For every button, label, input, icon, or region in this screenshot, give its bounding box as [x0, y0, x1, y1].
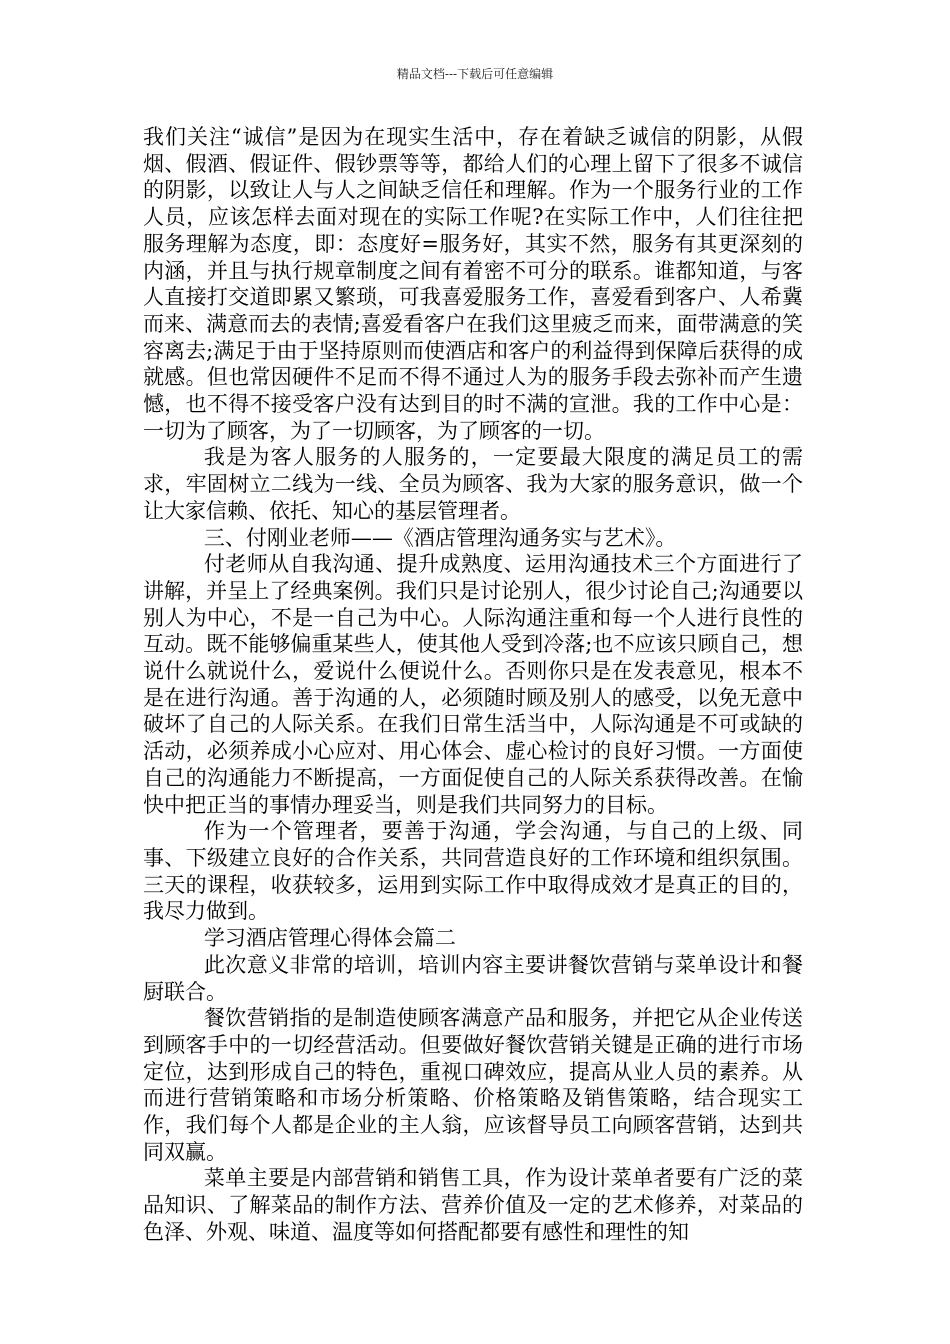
section-heading-communication: 三、付刚业老师——《酒店管理沟通务实与艺术》。: [203, 525, 677, 550]
paragraph-menu-design: 菜单主要是内部营销和销售工具，作为设计菜单者要有广泛的菜品知识、了解菜品的制作方法、营养价值及一定的艺术修养，对菜品的色泽、外观、味道、温度等如何搭配都要有感性和理性的知: [143, 1166, 803, 1244]
section-heading-part-two: 学习酒店管理心得体会篇二: [203, 926, 456, 951]
paragraph-serving-staff: 我是为客人服务的人服务的，一定要最大限度的满足员工的需求，牢固树立二线为一线、全员为顾客、我为大家的服务意识，做一个让大家信赖、依托、知心的基层管理者。: [143, 445, 803, 523]
document-body: [143, 124, 803, 1246]
paragraph-catering-marketing: 餐饮营销指的是制造使顾客满意产品和服务，并把它从企业传送到顾客手中的一切经营活动。但要做好餐饮营销关键是正确的进行市场定位，达到形成自己的特色，重视口碑效应，提高从业人员的素养。从而进行营销策略和市场分析策略、价格策略及销售策略，结合现实工作，我们每个人都是企业的主人翁，应该督导员工向顾客营销，达到共同双赢。: [143, 1006, 803, 1164]
paragraph-manager-communication: 作为一个管理者，要善于沟通，学会沟通，与自己的上级、同事、下级建立良好的合作关系，共同营造良好的工作环境和组织氛围。三天的课程，收获较多，运用到实际工作中取得成效才是真正的目的，我尽力做到。: [143, 819, 803, 924]
paragraph-communication-lecture: 付老师从自我沟通、提升成熟度、运用沟通技术三个方面进行了讲解，并呈上了经典案例。我们只是讨论别人，很少讨论自己;沟通要以别人为中心，不是一自己为中心。人际沟通注重和每一个人进行良性的互动。既不能够偏重某些人，使其他人受到冷落;也不应该只顾自己，想说什么就说什么，爱说什么便说什么。否则你只是在发表意见，根本不是在进行沟通。善于沟通的人，必须随时顾及别人的感受，以免无意中破坏了自己的人际关系。在我们日常生活当中，人际沟通是不可或缺的活动，必须养成小心应对、用心体会、虚心检讨的良好习惯。一方面使自己的沟通能力不断提高，一方面促使自己的人际关系获得改善。在愉快中把正当的事情办理妥当，则是我们共同努力的目标。: [143, 552, 803, 817]
page-header: 精品文档---下载后可任意编辑: [396, 67, 554, 81]
paragraph-integrity: 我们关注“诚信”是因为在现实生活中，存在着缺乏诚信的阴影，从假烟、假酒、假证件、假钞票等等，都给人们的心理上留下了很多不诚信的阴影，以致让人与人之间缺乏信任和理解。作为一个服务行业的工作人员，应该怎样去面对现在的实际工作呢?在实际工作中，人们往往把服务理解为态度，即：态度好=服务好，其实不然，服务有其更深刻的内涵，并且与执行规章制度之间有着密不可分的联系。谁都知道，与客人直接打交道即累又繁琐，可我喜爱服务工作，喜爱看到客户、人希冀而来、满意而去的表情;喜爱看客户在我们这里疲乏而来，面带满意的笑容离去;满足于由于坚持原则而使酒店和客户的利益得到保障后获得的成就感。但也常因硬件不足而不得不通过人为的服务手段去弥补而产生遗憾，也不得不接受客户没有达到目的时不满的宣泄。我的工作中心是：一切为了顾客，为了一切顾客，为了顾客的一切。: [143, 125, 803, 443]
paragraph-training-intro: 此次意义非常的培训，培训内容主要讲餐饮营销与菜单设计和餐厨联合。: [143, 952, 803, 1004]
